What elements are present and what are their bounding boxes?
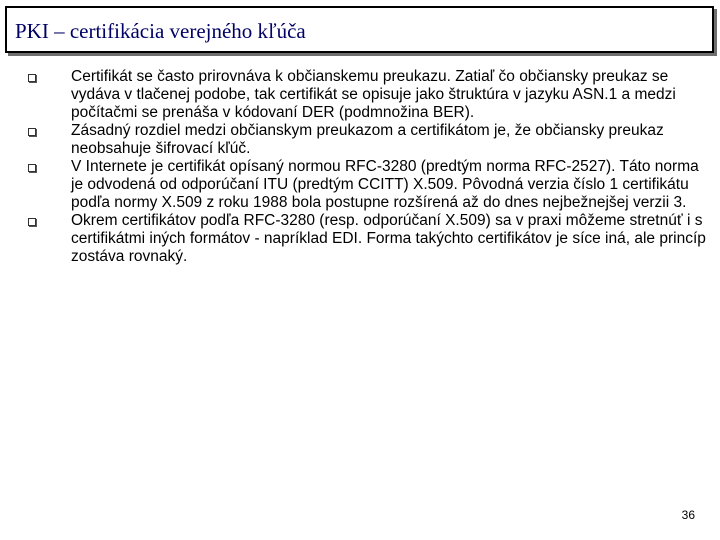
slide-title: PKI – certifikácia verejného kľúča	[15, 19, 306, 43]
bullet-item	[28, 68, 708, 122]
bullet-text: Certifikát se často prirovnáva k občianskemu preukazu. Zatiaľ čo občiansky preukaz se vydáva v tlačenej podobe, tak certifikát se opisuje jako štruktúra v jazyku ASN.1 a medzi počítačmi se prenáša v kódovaní DER (podmnožina BER).	[71, 68, 676, 121]
title-box	[5, 6, 714, 53]
square-bullet-icon	[28, 218, 36, 226]
square-bullet-icon	[28, 74, 36, 82]
bullet-item	[28, 158, 708, 212]
bullet-text: Zásadný rozdiel medzi občianskym preukazom a certifikátom je, že občiansky preukaz neobsahuje šifrovací kľúč.	[71, 122, 664, 157]
bullet-text: V Internete je certifikát opísaný normou RFC-3280 (predtým norma RFC-2527). Táto norma je odvodená od odporúčaní ITU (predtým CCITT) X.509. Pôvodná verzia číslo 1 certifikátu podľa normy X.509 z roku 1988 bola postupne rozšírená až do dnes nejbežnejšej verzii 3.	[71, 158, 699, 211]
bullet-item	[28, 212, 708, 266]
bullet-item	[28, 122, 708, 158]
bullet-text: Okrem certifikátov podľa RFC-3280 (resp. odporúčaní X.509) sa v praxi môžeme stretnúť i s certifikátmi iných formátov - napríklad EDI. Forma takýchto certifikátov je síce iná, ale princíp zostáva rovnaký.	[71, 212, 706, 265]
square-bullet-icon	[28, 164, 36, 172]
bullet-list	[28, 68, 708, 266]
square-bullet-icon	[28, 128, 36, 136]
page-number: 36	[681, 508, 695, 522]
